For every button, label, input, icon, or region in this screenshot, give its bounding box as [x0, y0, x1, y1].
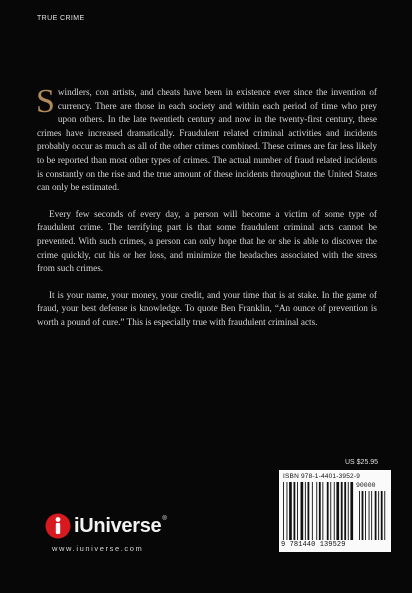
isbn-barcode	[279, 470, 391, 552]
barcode-addon-digits: 90000	[356, 482, 376, 489]
cover-blurb	[36, 83, 377, 343]
publisher-name: iUniverse	[74, 514, 162, 537]
barcode-bars	[283, 482, 387, 540]
registered-mark: ®	[162, 516, 167, 522]
isbn-text: ISBN 978-1-4401-3952-9	[283, 473, 361, 480]
iuniverse-logo-icon	[45, 513, 71, 539]
barcode-ean-digits: 9 781440 139529	[281, 541, 346, 549]
blurb-paragraph-1-text: windlers, con artists, and cheats have been in existence ever since the invention of currency. There are those in each society and within each period of time who prey upon others. In the late twentieth century and now in the twenty-first century, these crimes have increased dramatically. Fraudulent related criminal activities and incidents probably occur as much as all of the other crimes combined. These crimes are far less likely to be reported than most other types of crimes. The actual number of fraud related incidents is constantly on the rise and the true amount of these incidents throughout the United States can only be estimated.	[37, 87, 377, 193]
price-label: US $25.95	[345, 459, 379, 466]
blurb-paragraph-3: It is your name, your money, your credit, and your time that is at stake. In the game of fraud, your best defense is knowledge. To quote Ben Franklin, “An ounce of prevention is worth a pound of cure.” This is especially true with fraudulent criminal acts.	[37, 289, 377, 327]
drop-cap: S	[36, 83, 55, 120]
blurb-paragraph-1	[36, 83, 377, 195]
blurb-paragraph-2: Every few seconds of every day, a person will become a victim of some type of fraudulent crime. The terrifying part is that some fraudulent criminal acts cannot be prevented. With such crimes, a person can only hope that he or she is able to discover the crime quickly, cut his or her loss, and minimize the headaches associated with the stress from such crimes.	[37, 208, 377, 274]
publisher-logo	[45, 512, 167, 540]
publisher-website: www.iuniverse.com	[52, 544, 144, 553]
category-label: TRUE CRIME	[37, 15, 85, 22]
